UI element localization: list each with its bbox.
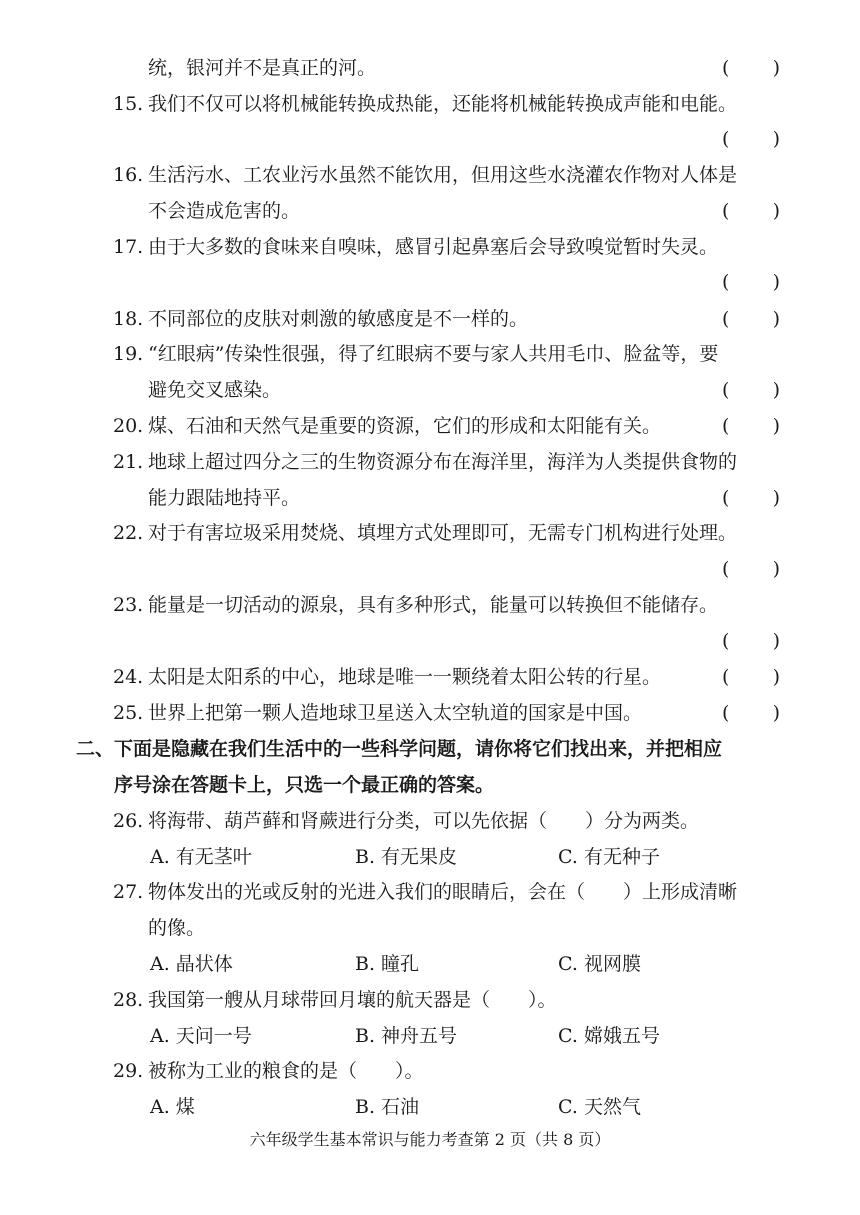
q18-number: 18. xyxy=(113,308,144,330)
q27-text-line-2: 的像。 xyxy=(148,917,206,939)
q28-option-c: C. 嫦娥五号 xyxy=(558,1025,660,1047)
q19-number: 19. xyxy=(113,343,144,365)
q15-number: 15. xyxy=(113,93,144,115)
q27-option-a: A. 晶状体 xyxy=(150,953,233,975)
q28-text: 我国第一艘从月球带回月壤的航天器是（ ）。 xyxy=(148,989,557,1011)
q29-option-b: B. 石油 xyxy=(355,1096,420,1118)
q19-text-line-2: 避免交叉感染。 xyxy=(148,379,282,401)
q19-text-line-1: “红眼病”传染性很强，得了红眼病不要与家人共用毛巾、脸盆等，要 xyxy=(148,343,719,365)
q22-text: 对于有害垃圾采用焚烧、填埋方式处理即可，无需专门机构进行处理。 xyxy=(148,522,738,544)
q26-option-b: B. 有无果皮 xyxy=(355,846,458,868)
q18-text: 不同部位的皮肤对刺激的敏感度是不一样的。 xyxy=(148,308,529,330)
q27-text-line-1: 物体发出的光或反射的光进入我们的眼睛后，会在（ ）上形成清晰 xyxy=(148,881,738,903)
q14-text-line-2: 统，银河并不是真正的河。 xyxy=(148,57,377,79)
q28-option-b: B. 神舟五号 xyxy=(355,1025,458,1047)
q27-number: 27. xyxy=(113,881,144,903)
q29-text: 被称为工业的粮食的是（ ）。 xyxy=(148,1060,424,1082)
q16-number: 16. xyxy=(113,164,144,186)
q16-text-line-1: 生活污水、工农业污水虽然不能饮用，但用这些水浇灌农作物对人体是 xyxy=(148,164,738,186)
q24-text: 太阳是太阳系的中心，地球是唯一一颗绕着太阳公转的行星。 xyxy=(148,666,662,688)
section-2-title-line-2: 序号涂在答题卡上，只选一个最正确的答案。 xyxy=(114,774,495,796)
q16-text-line-2: 不会造成危害的。 xyxy=(148,200,301,222)
q28-option-a: A. 天问一号 xyxy=(150,1025,252,1047)
q29-number: 29. xyxy=(113,1060,144,1082)
q26-number: 26. xyxy=(113,810,144,832)
q21-text-line-2: 能力跟陆地持平。 xyxy=(148,487,301,509)
q15-text: 我们不仅可以将机械能转换成热能，还能将机械能转换成声能和电能。 xyxy=(148,93,738,115)
q23-text: 能量是一切活动的源泉，具有多种形式，能量可以转换但不能储存。 xyxy=(148,594,719,616)
q28-number: 28. xyxy=(113,989,144,1011)
q17-text: 由于大多数的食味来自嗅味，感冒引起鼻塞后会导致嗅觉暂时失灵。 xyxy=(148,236,719,258)
page-footer: 六年级学生基本常识与能力考查第 2 页（共 8 页） xyxy=(249,1130,611,1149)
q20-number: 20. xyxy=(113,415,144,437)
q29-option-a: A. 煤 xyxy=(150,1096,195,1118)
q27-option-b: B. 瞳孔 xyxy=(355,953,420,975)
q26-option-c: C. 有无种子 xyxy=(558,846,660,868)
q29-option-c: C. 天然气 xyxy=(558,1096,641,1118)
q26-option-a: A. 有无茎叶 xyxy=(150,846,252,868)
q21-text-line-1: 地球上超过四分之三的生物资源分布在海洋里，海洋为人类提供食物的 xyxy=(148,451,738,473)
q25-number: 25. xyxy=(113,702,144,724)
q26-text: 将海带、葫芦藓和肾蕨进行分类，可以先依据（ ）分为两类。 xyxy=(148,810,700,832)
q24-number: 24. xyxy=(113,666,144,688)
q25-text: 世界上把第一颗人造地球卫星送入太空轨道的国家是中国。 xyxy=(148,702,643,724)
q27-option-c: C. 视网膜 xyxy=(558,953,641,975)
q17-number: 17. xyxy=(113,236,144,258)
q21-number: 21. xyxy=(113,451,144,473)
q23-number: 23. xyxy=(113,594,144,616)
section-2-title-line-1: 二、下面是隐藏在我们生活中的一些科学问题，请你将它们找出来，并把相应 xyxy=(76,738,723,760)
q20-text: 煤、石油和天然气是重要的资源，它们的形成和太阳能有关。 xyxy=(148,415,662,437)
exam-page: 统，银河并不是真正的河。 ( ) 15. 我们不仅可以将机械能转换成热能，还能将机械能转换成声能和电能。 ( ) 16. 生活污水、工农业污水虽然不能饮用，但用这些水浇灌农作物对人体是 不会造成危害的。 ( ) 17. 由于大多数的食味来自嗅味，感冒引起鼻塞后会导致嗅觉暂时失灵。 ( ) 18. 不同部位的皮肤对刺激的敏感度是不一样的。 ( ) 19. “红眼病”传染性很强，得了红眼病不要与家人共用毛巾、脸盆等，要 避免交叉感染。 ( ) 20. 煤、石油和天然气是重要的资源，它们的形成和太阳能有关。 ( ) 21. 地球上超过四分之三的生物资源分布在海洋里，海洋为人类提供食物的 能力跟陆地持平。 ( ) 22. 对于有害垃圾采用焚烧、填埋方式处理即可，无需专门机构进行处理。 ( ) 23. 能量是一切活动的源泉，具有多种形式，能量可以转换但不能储存。 ( ) 24. 太阳是太阳系的中心，地球是唯一一颗绕着太阳公转的行星。 ( ) 25. 世界上把第一颗人造地球卫星送入太空轨道的国家是中国。 ( ) 二、下面是隐藏在我们生活中的一些科学问题，请你将它们找出来，并把相应 序号涂在答题卡上，只选一个最正确的答案。 26. 将海带、葫芦藓和肾蕨进行分类，可以先依据（ ）分为两类。 A. 有无茎叶 B. 有无果皮 C. 有无种子 27. 物体发出的光或反射的光进入我们的眼睛后，会在（ ）上形成清晰 的像。 A. 晶状体 B. 瞳孔 C. 视网膜 28. 我国第一艘从月球带回月壤的航天器是（ ）。 A. 天问一号 B. 神舟五号 C. 嫦娥五号 29. 被称为工业的粮食的是（ ）。 A. 煤 B. 石油 C. 天然气 六年级学生基本常识与能力考查第 2 页（共 8 页） xyxy=(0,0,860,1215)
q22-number: 22. xyxy=(113,522,144,544)
